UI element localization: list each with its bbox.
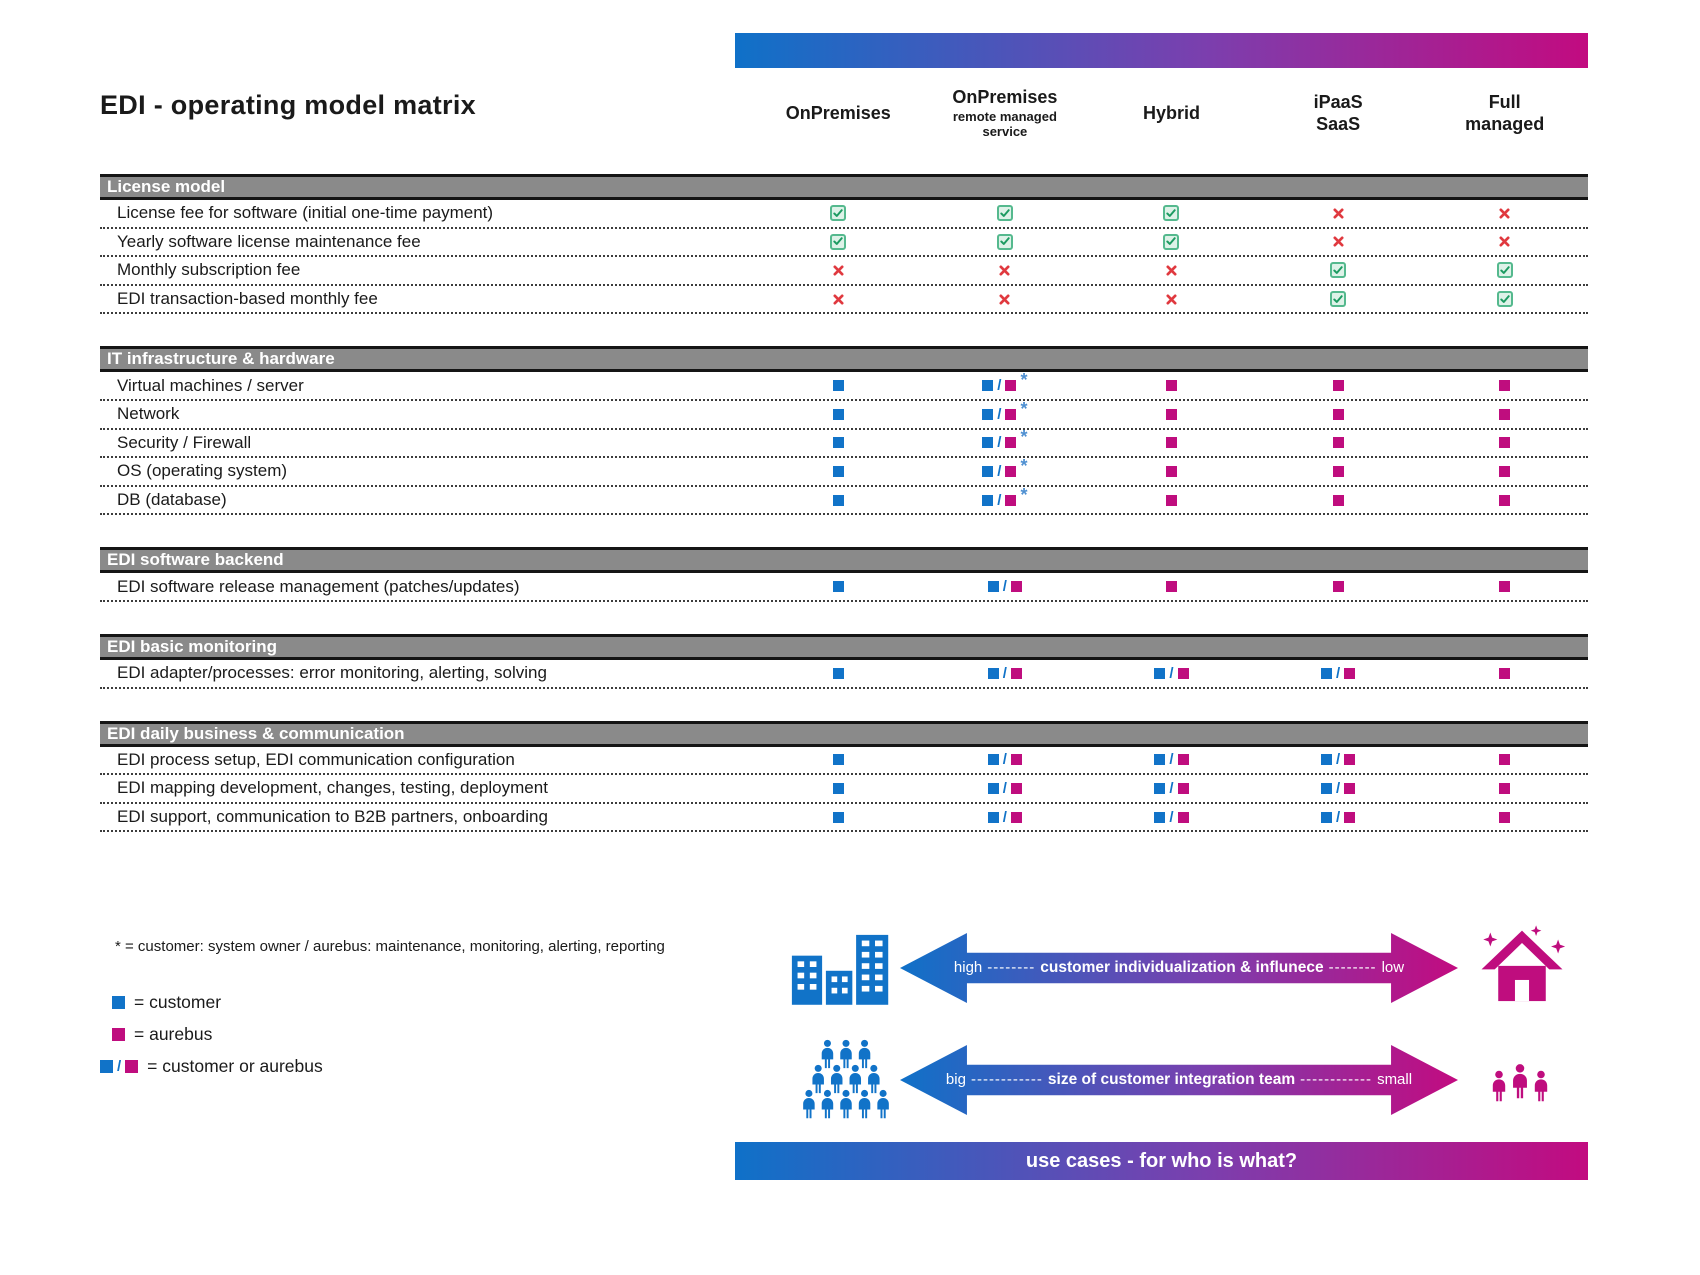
matrix-cell (755, 409, 922, 420)
column-header-onpremises-remote: OnPremises remote managed service (952, 87, 1058, 140)
legend-label: = customer (134, 992, 222, 1012)
arrow-label: big ------------ size of customer integration team ------------ small (945, 1071, 1413, 1088)
customer-square-icon (988, 754, 999, 765)
check-icon (830, 205, 846, 221)
matrix-cell (1421, 236, 1588, 247)
column-headers (755, 74, 1588, 152)
matrix-cell (755, 294, 922, 305)
matrix-cell (1088, 265, 1255, 276)
customer-square-icon (1321, 754, 1332, 765)
check-icon (1163, 205, 1179, 221)
aurebus-square-icon (112, 1028, 125, 1041)
check-icon (1330, 262, 1346, 278)
header-gradient-bar (735, 33, 1588, 68)
city-buildings-icon (790, 928, 892, 1006)
customer-square-icon (988, 783, 999, 794)
aurebus-square-icon (1005, 409, 1016, 420)
matrix-cell (755, 783, 922, 794)
matrix-cell (922, 427, 1089, 453)
aurebus-square-icon (1499, 783, 1510, 794)
matrix-cell (1421, 291, 1588, 307)
legend-label: = customer or aurebus (147, 1056, 323, 1076)
table-row (100, 427, 1588, 459)
customer-square-icon (988, 812, 999, 823)
section-it-infrastructure (100, 346, 1588, 515)
cross-icon (999, 265, 1010, 276)
aurebus-square-icon (1499, 495, 1510, 506)
customer-square-icon (982, 409, 993, 420)
slash-separator: / (1169, 751, 1174, 769)
slash-separator: / (1336, 808, 1341, 826)
cross-icon (1499, 208, 1510, 219)
check-icon (1330, 291, 1346, 307)
customer-square-icon (833, 783, 844, 794)
matrix-cell (755, 668, 922, 679)
customer-square-icon (833, 466, 844, 477)
matrix-cell (1255, 751, 1422, 768)
customer-square-icon (1154, 812, 1165, 823)
row-label: Monthly subscription fee (117, 260, 301, 280)
table-row (100, 200, 1588, 229)
customer-square-icon (833, 581, 844, 592)
row-label: EDI support, communication to B2B partners, onboarding (117, 807, 548, 827)
table-row (100, 804, 1588, 833)
table-row (100, 573, 1588, 602)
legend-item-aurebus (112, 1024, 323, 1045)
matrix-cell (1421, 783, 1588, 794)
row-label: EDI mapping development, changes, testing, deployment (117, 778, 548, 798)
cross-icon (999, 294, 1010, 305)
slash-separator: / (1336, 751, 1341, 769)
matrix-cell (1421, 754, 1588, 765)
customer-square-icon (982, 495, 993, 506)
aurebus-square-icon (1499, 812, 1510, 823)
column-header-hybrid: Hybrid (1142, 102, 1200, 123)
table-row (100, 257, 1588, 286)
aurebus-square-icon (1166, 581, 1177, 592)
asterisk-marker: * (1020, 455, 1028, 476)
aurebus-square-icon (125, 1060, 138, 1073)
matrix-cell (1255, 262, 1422, 278)
large-team-icon (795, 1038, 897, 1122)
row-label: OS (operating system) (117, 461, 288, 481)
matrix-cell (1255, 581, 1422, 592)
matrix-cell (1255, 809, 1422, 826)
matrix-cell (1088, 751, 1255, 768)
aurebus-square-icon (1333, 409, 1344, 420)
aurebus-square-icon (1499, 668, 1510, 679)
row-label: Network (117, 404, 180, 424)
customer-square-icon (1321, 812, 1332, 823)
slash-separator: / (1002, 751, 1007, 769)
column-header-full-managed: Full managed (1465, 91, 1545, 134)
arrow-label: high -------- customer individualization & influnece -------- low (953, 959, 1405, 976)
customer-square-icon (988, 668, 999, 679)
matrix-cell (755, 437, 922, 448)
operating-model-matrix (100, 174, 1588, 832)
aurebus-square-icon (1344, 754, 1355, 765)
legend (100, 992, 323, 1077)
slash-separator: / (117, 1058, 122, 1075)
slash-separator: / (997, 377, 1002, 395)
aurebus-square-icon (1005, 380, 1016, 391)
check-icon (997, 234, 1013, 250)
matrix-cell (1088, 780, 1255, 797)
slash-separator: / (997, 462, 1002, 480)
cross-icon (1166, 265, 1177, 276)
section-edi-software-backend (100, 547, 1588, 602)
matrix-cell (755, 265, 922, 276)
section-header: EDI basic monitoring (100, 634, 1588, 660)
customer-square-icon (988, 581, 999, 592)
matrix-cell (1421, 380, 1588, 391)
customer-square-icon (833, 812, 844, 823)
legend-symbol (112, 1028, 125, 1041)
row-label: EDI process setup, EDI communication configuration (117, 749, 515, 769)
aurebus-square-icon (1499, 380, 1510, 391)
matrix-cell (1421, 812, 1588, 823)
team-size-arrow (900, 1042, 1458, 1118)
aurebus-square-icon (1011, 754, 1022, 765)
asterisk-marker: * (1020, 427, 1028, 448)
matrix-cell (1088, 466, 1255, 477)
table-row (100, 775, 1588, 804)
cross-icon (1499, 236, 1510, 247)
row-label: EDI software release management (patches/updates) (117, 576, 520, 596)
asterisk-marker: * (1020, 484, 1028, 505)
slash-separator: / (997, 491, 1002, 509)
matrix-cell (1421, 262, 1588, 278)
slash-separator: / (1169, 779, 1174, 797)
matrix-cell (755, 754, 922, 765)
matrix-cell (1421, 466, 1588, 477)
customer-square-icon (1154, 783, 1165, 794)
legend-item-customer-or-aurebus (100, 1056, 323, 1077)
matrix-cell (1421, 495, 1588, 506)
row-label: License fee for software (initial one-time payment) (117, 203, 494, 223)
slash-separator: / (1002, 578, 1007, 596)
aurebus-square-icon (1011, 581, 1022, 592)
check-icon (997, 205, 1013, 221)
customer-square-icon (982, 380, 993, 391)
slash-separator: / (1002, 779, 1007, 797)
matrix-cell (755, 234, 922, 250)
check-icon (1497, 291, 1513, 307)
matrix-cell (1088, 437, 1255, 448)
aurebus-square-icon (1333, 466, 1344, 477)
aurebus-square-icon (1178, 754, 1189, 765)
matrix-cell (1088, 409, 1255, 420)
matrix-cell (755, 205, 922, 221)
customer-square-icon (833, 437, 844, 448)
table-row (100, 229, 1588, 258)
matrix-cell (922, 780, 1089, 797)
aurebus-square-icon (1178, 783, 1189, 794)
matrix-cell (1088, 205, 1255, 221)
page-title: EDI - operating model matrix (100, 90, 476, 120)
aurebus-square-icon (1166, 495, 1177, 506)
legend-symbol (100, 1058, 138, 1075)
table-row (100, 286, 1588, 315)
aurebus-square-icon (1499, 437, 1510, 448)
customer-square-icon (112, 996, 125, 1009)
matrix-cell (755, 495, 922, 506)
matrix-cell (1255, 780, 1422, 797)
aurebus-square-icon (1344, 812, 1355, 823)
aurebus-square-icon (1011, 783, 1022, 794)
row-label: EDI transaction-based monthly fee (117, 289, 378, 309)
table-row (100, 455, 1588, 487)
aurebus-square-icon (1005, 495, 1016, 506)
use-cases-bar (735, 1142, 1588, 1180)
row-label: DB (database) (117, 490, 227, 510)
matrix-cell (1255, 291, 1422, 307)
cross-icon (1333, 208, 1344, 219)
matrix-cell (1255, 665, 1422, 682)
aurebus-square-icon (1166, 380, 1177, 391)
aurebus-square-icon (1499, 466, 1510, 477)
aurebus-square-icon (1499, 409, 1510, 420)
asterisk-marker: * (1020, 370, 1028, 391)
matrix-cell (1088, 294, 1255, 305)
check-icon (830, 234, 846, 250)
aurebus-square-icon (1011, 812, 1022, 823)
table-row (100, 747, 1588, 776)
matrix-cell (1088, 495, 1255, 506)
aurebus-square-icon (1166, 466, 1177, 477)
slash-separator: / (997, 405, 1002, 423)
matrix-cell (1088, 665, 1255, 682)
asterisk-marker: * (1020, 398, 1028, 419)
table-row (100, 372, 1588, 401)
aurebus-square-icon (1333, 495, 1344, 506)
matrix-cell (1088, 581, 1255, 592)
section-license-model (100, 174, 1588, 314)
matrix-cell (1421, 409, 1588, 420)
check-icon (1497, 262, 1513, 278)
slash-separator: / (997, 434, 1002, 452)
cross-icon (833, 265, 844, 276)
section-header: IT infrastructure & hardware (100, 346, 1588, 372)
customer-square-icon (833, 495, 844, 506)
slash-separator: / (1336, 779, 1341, 797)
column-header-onpremises: OnPremises (785, 102, 891, 123)
table-row (100, 398, 1588, 430)
matrix-cell (755, 380, 922, 391)
customer-square-icon (833, 668, 844, 679)
slash-separator: / (1169, 808, 1174, 826)
legend-item-customer (112, 992, 323, 1013)
matrix-cell (922, 398, 1089, 425)
matrix-cell (922, 205, 1089, 221)
matrix-cell (1421, 437, 1588, 448)
matrix-cell (1088, 234, 1255, 250)
matrix-cell (1255, 409, 1422, 420)
customer-square-icon (1321, 668, 1332, 679)
aurebus-square-icon (1333, 380, 1344, 391)
column-header-ipaas-saas: iPaaS SaaS (1313, 91, 1363, 134)
cross-icon (1333, 236, 1344, 247)
section-header: EDI daily business & communication (100, 721, 1588, 747)
slash-separator: / (1002, 664, 1007, 682)
aurebus-square-icon (1344, 668, 1355, 679)
cross-icon (833, 294, 844, 305)
aurebus-square-icon (1333, 437, 1344, 448)
row-label: Security / Firewall (117, 432, 252, 452)
aurebus-square-icon (1166, 437, 1177, 448)
row-label: Virtual machines / server (117, 375, 304, 395)
cross-icon (1166, 294, 1177, 305)
small-team-icon (1483, 1058, 1557, 1114)
aurebus-square-icon (1005, 437, 1016, 448)
matrix-cell (922, 294, 1089, 305)
check-icon (1163, 234, 1179, 250)
individualization-arrow (900, 930, 1458, 1006)
matrix-cell (922, 751, 1089, 768)
customer-square-icon (1154, 754, 1165, 765)
aurebus-square-icon (1005, 466, 1016, 477)
slash-separator: / (1336, 664, 1341, 682)
asterisk-note: * = customer: system owner / aurebus: maintenance, monitoring, alerting, reporting (115, 938, 665, 955)
legend-symbol (112, 996, 125, 1009)
customer-square-icon (982, 466, 993, 477)
matrix-cell (922, 809, 1089, 826)
matrix-cell (1421, 668, 1588, 679)
aurebus-square-icon (1178, 812, 1189, 823)
aurebus-square-icon (1178, 668, 1189, 679)
aurebus-square-icon (1499, 581, 1510, 592)
matrix-cell (1255, 495, 1422, 506)
matrix-cell (1255, 208, 1422, 219)
matrix-cell (922, 578, 1089, 595)
matrix-cell (922, 484, 1089, 511)
section-header: License model (100, 174, 1588, 200)
matrix-cell (922, 265, 1089, 276)
aurebus-square-icon (1333, 581, 1344, 592)
matrix-cell (922, 665, 1089, 682)
row-label: Yearly software license maintenance fee (117, 231, 421, 251)
customer-square-icon (100, 1060, 113, 1073)
matrix-cell (1255, 380, 1422, 391)
matrix-cell (755, 466, 922, 477)
section-header: EDI software backend (100, 547, 1588, 573)
matrix-cell (755, 812, 922, 823)
matrix-cell (1088, 809, 1255, 826)
matrix-cell (922, 455, 1089, 482)
customer-square-icon (982, 437, 993, 448)
customer-square-icon (1154, 668, 1165, 679)
row-label: EDI adapter/processes: error monitoring, alerting, solving (117, 663, 547, 683)
matrix-cell (922, 234, 1089, 250)
aurebus-square-icon (1011, 668, 1022, 679)
table-row (100, 660, 1588, 689)
table-row (100, 484, 1588, 516)
legend-label: = aurebus (134, 1024, 213, 1044)
matrix-cell (1255, 437, 1422, 448)
matrix-cell (1255, 236, 1422, 247)
section-edi-daily-business (100, 721, 1588, 833)
smart-home-icon (1478, 922, 1566, 1008)
customer-square-icon (833, 380, 844, 391)
matrix-cell (922, 370, 1089, 396)
matrix-cell (1088, 380, 1255, 391)
matrix-cell (755, 581, 922, 592)
aurebus-square-icon (1499, 754, 1510, 765)
section-edi-basic-monitoring (100, 634, 1588, 689)
aurebus-square-icon (1344, 783, 1355, 794)
aurebus-square-icon (1166, 409, 1177, 420)
customer-square-icon (833, 409, 844, 420)
matrix-cell (1421, 581, 1588, 592)
customer-square-icon (1321, 783, 1332, 794)
slash-separator: / (1169, 664, 1174, 682)
use-cases-label: use cases - for who is what? (1025, 1149, 1298, 1172)
matrix-cell (1255, 466, 1422, 477)
slash-separator: / (1002, 808, 1007, 826)
customer-square-icon (833, 754, 844, 765)
matrix-cell (1421, 208, 1588, 219)
